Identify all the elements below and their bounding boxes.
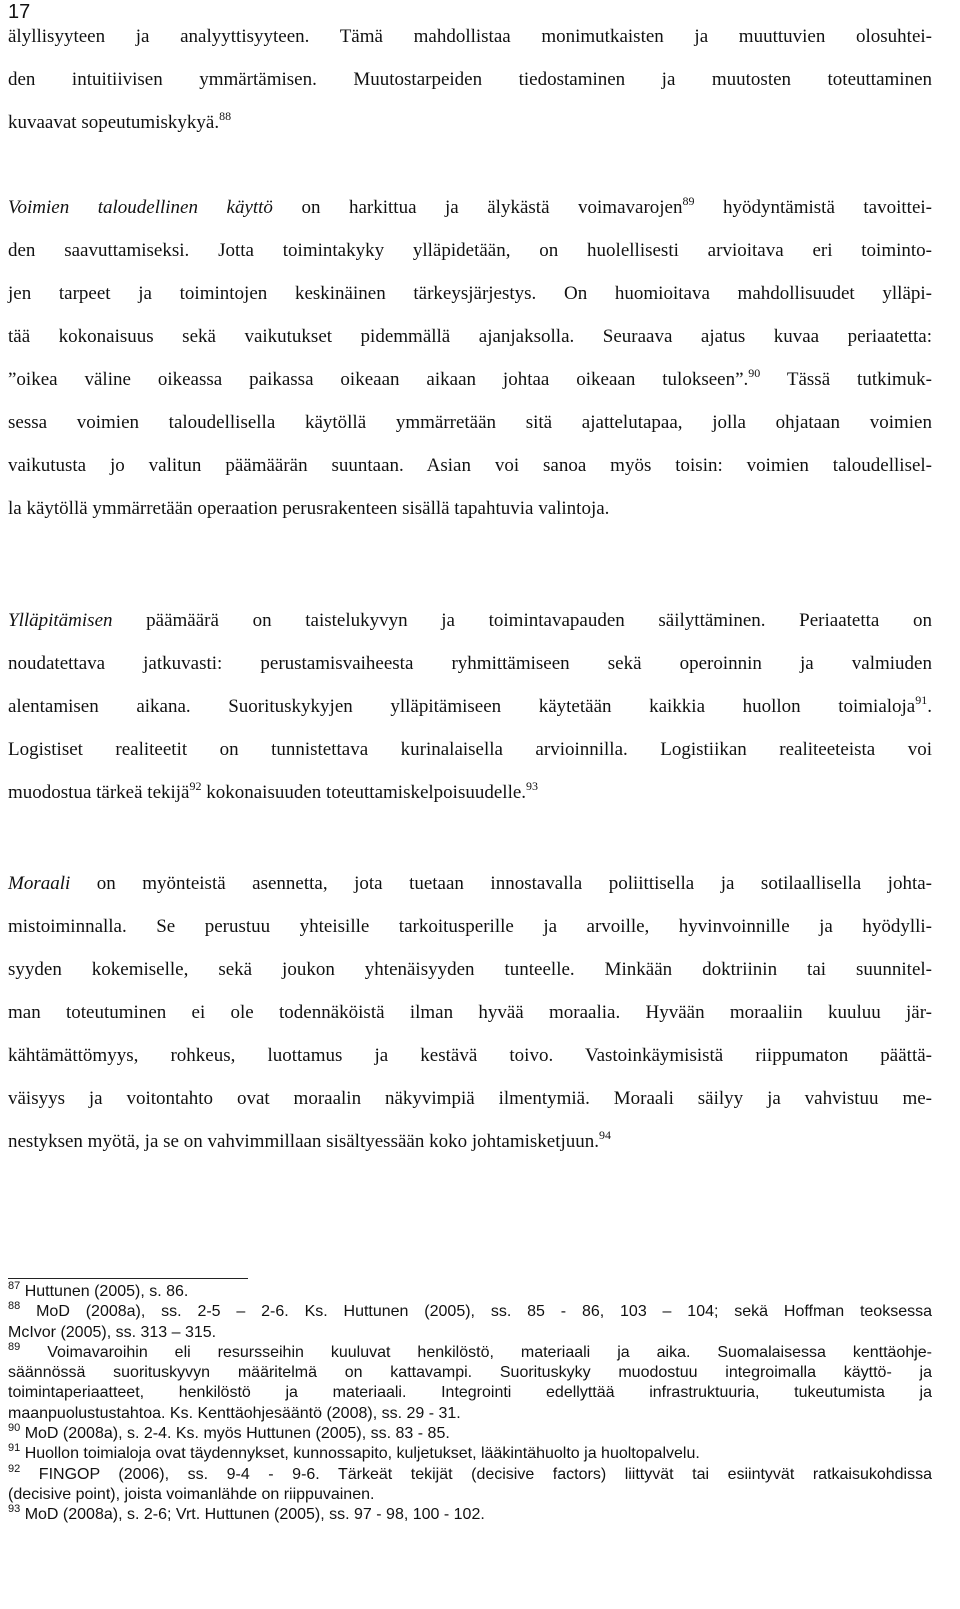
footnote-number: 91 — [8, 1442, 21, 1455]
footnote-number: 92 — [8, 1462, 21, 1475]
footnote-number: 87 — [8, 1280, 21, 1292]
paragraph-adaptability — [8, 15, 932, 144]
text-line — [8, 862, 932, 905]
text-line: den intuitiivisen ymmärtämisen. Muutostarpeiden tiedostaminen ja muutosten toteuttaminen — [8, 69, 932, 90]
text-segment: muodostua tärkeä tekijä — [8, 782, 190, 803]
paragraph-sustainment — [8, 599, 932, 814]
page-number: 17 — [8, 1, 31, 23]
footnote-continuation: (decisive point), joista voimanlähde on riippuvainen. — [8, 1485, 375, 1503]
footnote-reference: 91 — [915, 693, 928, 707]
footnote-text: MoD (2008a), s. 2-6; Vrt. Huttunen (2005), ss. 97 - 98, 100 - 102. — [24, 1506, 485, 1524]
footnote-reference: 93 — [526, 779, 539, 793]
footnote-number: 88 — [8, 1300, 21, 1313]
text-line: väisyys ja voitontahto ovat moraalin näkyvimpiä ilmentymiä. Moraali säilyy ja vahvistuu me- — [8, 1088, 932, 1109]
text-line: noudatettava jatkuvasti: perustamisvaiheesta ryhmittämiseen sekä operoinnin ja valmiuden — [8, 653, 932, 674]
text-segment: päämäärä on taistelukyvyn ja toimintavapauden säilyttäminen. Periaatetta on — [112, 610, 932, 631]
text-line: mistoiminnalla. Se perustuu yhteisille tarkoitusperille ja arvoille, hyvinvoinnille ja hyödylli- — [8, 916, 932, 937]
footnote-text: Huttunen (2005), s. 86. — [24, 1283, 189, 1300]
footnote-separator — [8, 1278, 248, 1279]
text-line: kähtämättömyys, rohkeus, luottamus ja kestävä toivo. Vastoinkäymisistä riippumaton päättä- — [8, 1045, 932, 1066]
text-line — [8, 599, 932, 642]
text-line: man toteutuminen ei ole todennäköistä ilman hyvää moraalia. Hyvään moraaliin kuuluu jär- — [8, 1002, 932, 1023]
footnotes — [8, 1282, 932, 1526]
footnote-reference: 88 — [219, 109, 232, 123]
text-segment: ”oikea väline oikeassa paikassa oikeaan aikaan johtaa oikeaan tulokseen”. — [8, 369, 749, 390]
footnote-reference: 94 — [599, 1128, 612, 1142]
footnote-text: FINGOP (2006), ss. 9-4 - 9-6. Tärkeät tekijät (decisive factors) liittyvät tai esiintyvät ratkaisukohdissa — [38, 1465, 932, 1483]
footnote-continuation: toimintaperiaatteet, henkilöstö ja materiaali. Integrointi edellyttää infrastruktuuria, tukeutumista ja — [8, 1384, 932, 1402]
footnote-89 — [8, 1340, 932, 1363]
text-segment: kuvaavat sopeutumiskykyä. — [8, 112, 220, 133]
text-line — [8, 1120, 932, 1163]
text-segment: on myönteistä asennetta, jota tuetaan innostavalla poliittisella ja sotilaallisella johta- — [70, 873, 932, 894]
text-line: älyllisyyteen ja analyyttisyyteen. Tämä mahdollistaa monimutkaisten ja muuttuvien olosuhtei- — [8, 26, 932, 47]
footnote-91 — [8, 1444, 932, 1464]
text-segment: alentamisen aikana. Suorituskykyjen ylläpitämiseen käytetään kaikkia huollon toimialoja — [8, 696, 916, 717]
footnote-text: Voimavaroihin eli resursseihin kuuluvat henkilöstö, materiaali ja aika. Suomalaisessa kenttäohje- — [47, 1343, 932, 1361]
footnote-92 — [8, 1462, 932, 1485]
text-segment: kokonaisuuden toteuttamiskelpoisuudelle. — [201, 782, 527, 803]
text-line: den saavuttamiseksi. Jotta toimintakyky ylläpidetään, on huolellisesti arvioitava eri toiminto- — [8, 240, 932, 261]
footnote-number: 89 — [8, 1340, 21, 1353]
italic-term: Ylläpitämisen — [8, 610, 113, 631]
footnote-text: Huollon toimialoja ovat täydennykset, kunnossapito, kuljetukset, lääkintähuolto ja huoltopalvelu. — [24, 1445, 700, 1463]
italic-term: Moraali — [8, 873, 71, 894]
footnote-text: MoD (2008a), s. 2-4. Ks. myös Huttunen (2005), ss. 83 - 85. — [24, 1425, 450, 1443]
footnote-number: 93 — [8, 1503, 21, 1516]
text-line: sessa voimien taloudellisella käytöllä ymmärretään sitä ajattelutapaa, jolla ohjataan voimien — [8, 412, 932, 433]
footnote-number: 90 — [8, 1422, 21, 1435]
paragraph-morale — [8, 862, 932, 1163]
footnote-88 — [8, 1302, 932, 1322]
text-segment: Tässä tutkimuk- — [760, 369, 932, 390]
text-line: syyden kokemiselle, sekä joukon yhtenäisyyden tunteelle. Minkään doktriinin tai suunnitel- — [8, 959, 932, 980]
text-line: la käytöllä ymmärretään operaation perusrakenteen sisällä tapahtuvia valintoja. — [8, 498, 610, 519]
text-line: tää kokonaisuus sekä vaikutukset pidemmällä ajanjaksolla. Seuraava ajatus kuvaa periaatetta: — [8, 326, 932, 347]
text-line — [8, 186, 932, 229]
text-line — [8, 771, 932, 814]
footnote-continuation: maanpuolustustahtoa. Ks. Kenttäohjesääntö (2008), ss. 29 - 31. — [8, 1404, 461, 1422]
text-line: jen tarpeet ja toimintojen keskinäinen tärkeysjärjestys. On huomioitava mahdollisuudet ylläpi- — [8, 283, 932, 304]
text-line — [8, 358, 932, 401]
text-line: vaikutusta jo valitun päämäärän suuntaan. Asian voi sanoa myös toisin: voimien taloudellisel- — [8, 455, 932, 476]
footnote-continuation: McIvor (2005), ss. 313 – 315. — [8, 1323, 217, 1341]
paragraph-economy-of-force — [8, 186, 932, 530]
text-line — [8, 101, 932, 144]
text-line — [8, 685, 932, 728]
footnote-87 — [8, 1282, 932, 1302]
text-line: Logistiset realiteetit on tunnistettava kurinalaisella arvioinnilla. Logistiikan realiteeteista voi — [8, 739, 932, 760]
footnote-continuation: säännössä suorituskyvyn määritelmä on kattavampi. Suorituskyky muodostuu integroimalla käyttö- ja — [8, 1364, 932, 1382]
footnote-reference: 90 — [748, 366, 761, 380]
footnote-text: MoD (2008a), ss. 2-5 – 2-6. Ks. Huttunen (2005), ss. 85 - 86, 103 – 104; sekä Hoffman teoksessa — [36, 1303, 932, 1321]
footnote-90 — [8, 1424, 932, 1444]
text-segment: hyödyntämistä tavoittei- — [694, 197, 932, 218]
footnote-reference: 92 — [189, 779, 202, 793]
text-segment: nestyksen myötä, ja se on vahvimmillaan sisältyessään koko johtamisketjuun. — [8, 1131, 600, 1152]
footnote-93 — [8, 1505, 932, 1525]
italic-term: Voimien taloudellinen käyttö — [8, 197, 273, 218]
footnote-reference: 89 — [682, 194, 695, 208]
text-segment: on harkittua ja älykästä voimavarojen — [272, 197, 683, 218]
text-segment: . — [927, 696, 932, 717]
